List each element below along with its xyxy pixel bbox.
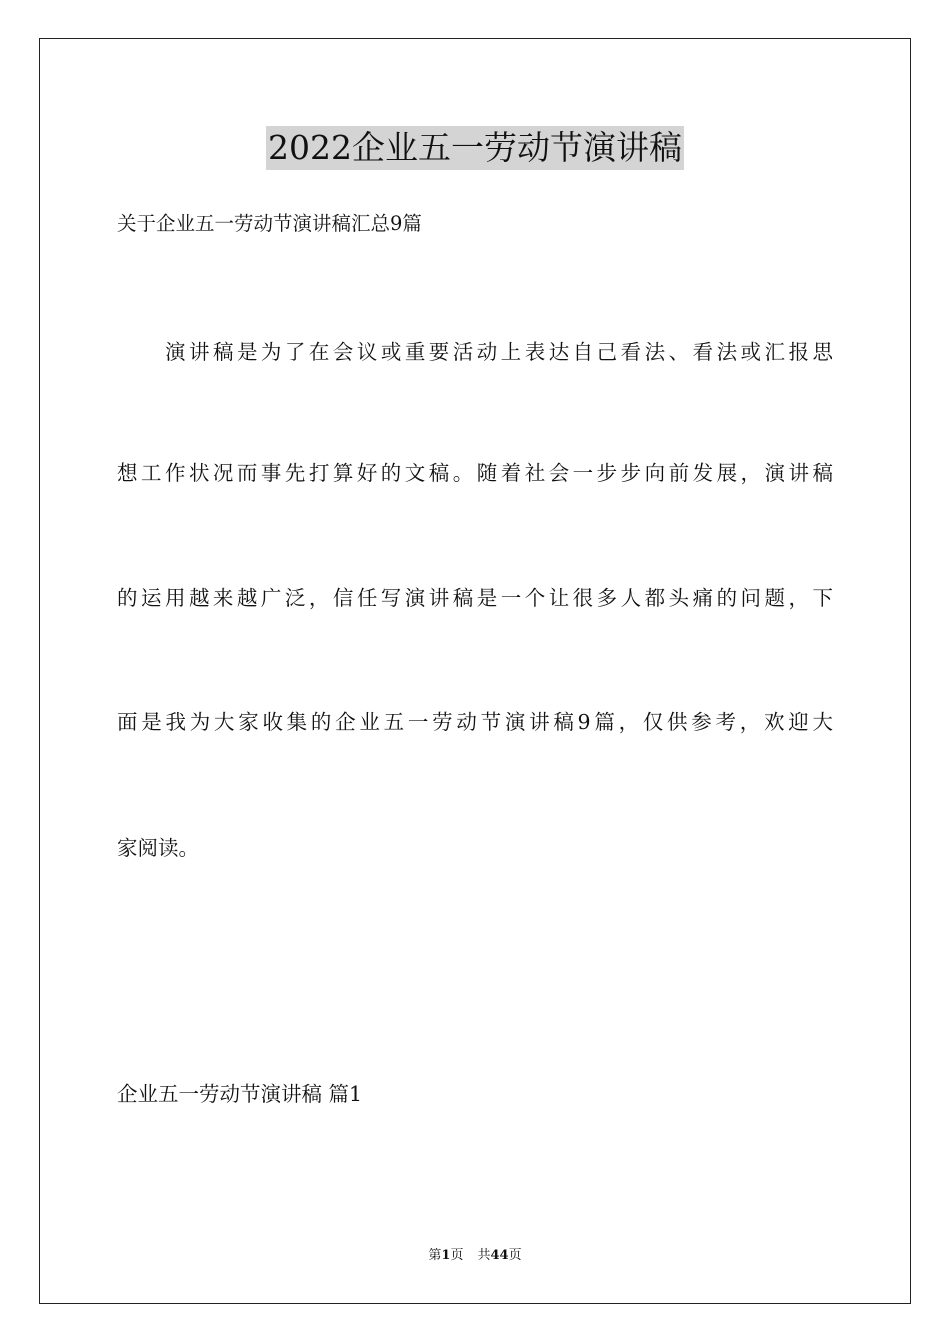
intro-line-2: 想工作状况而事先打算好的文稿。随着社会一步步向前发展，演讲稿: [117, 461, 833, 485]
intro-line-4: 面是我为大家收集的企业五一劳动节演讲稿9篇，仅供参考，欢迎大: [117, 710, 833, 734]
intro-line-5: 家阅读。: [117, 836, 199, 860]
page-footer: [0, 1247, 950, 1265]
document-title: 2022企业五一劳动节演讲稿: [266, 126, 684, 170]
section-heading: 企业五一劳动节演讲稿 篇1: [117, 1082, 363, 1106]
total-suffix: 页: [508, 1248, 522, 1263]
intro-line-1: 演讲稿是为了在会议或重要活动上表达自己看法、看法或汇报思: [165, 340, 833, 364]
title-container: [0, 126, 950, 170]
document-subtitle: 关于企业五一劳动节演讲稿汇总9篇: [117, 212, 422, 235]
total-prefix: 共: [477, 1248, 491, 1263]
intro-line-3: 的运用越来越广泛，信任写演讲稿是一个让很多人都头痛的问题，下: [117, 586, 833, 610]
total-pages: 44: [490, 1248, 509, 1263]
page-prefix: 第: [428, 1248, 442, 1263]
page-number: 1: [441, 1248, 451, 1263]
page-suffix: 页: [450, 1248, 464, 1263]
